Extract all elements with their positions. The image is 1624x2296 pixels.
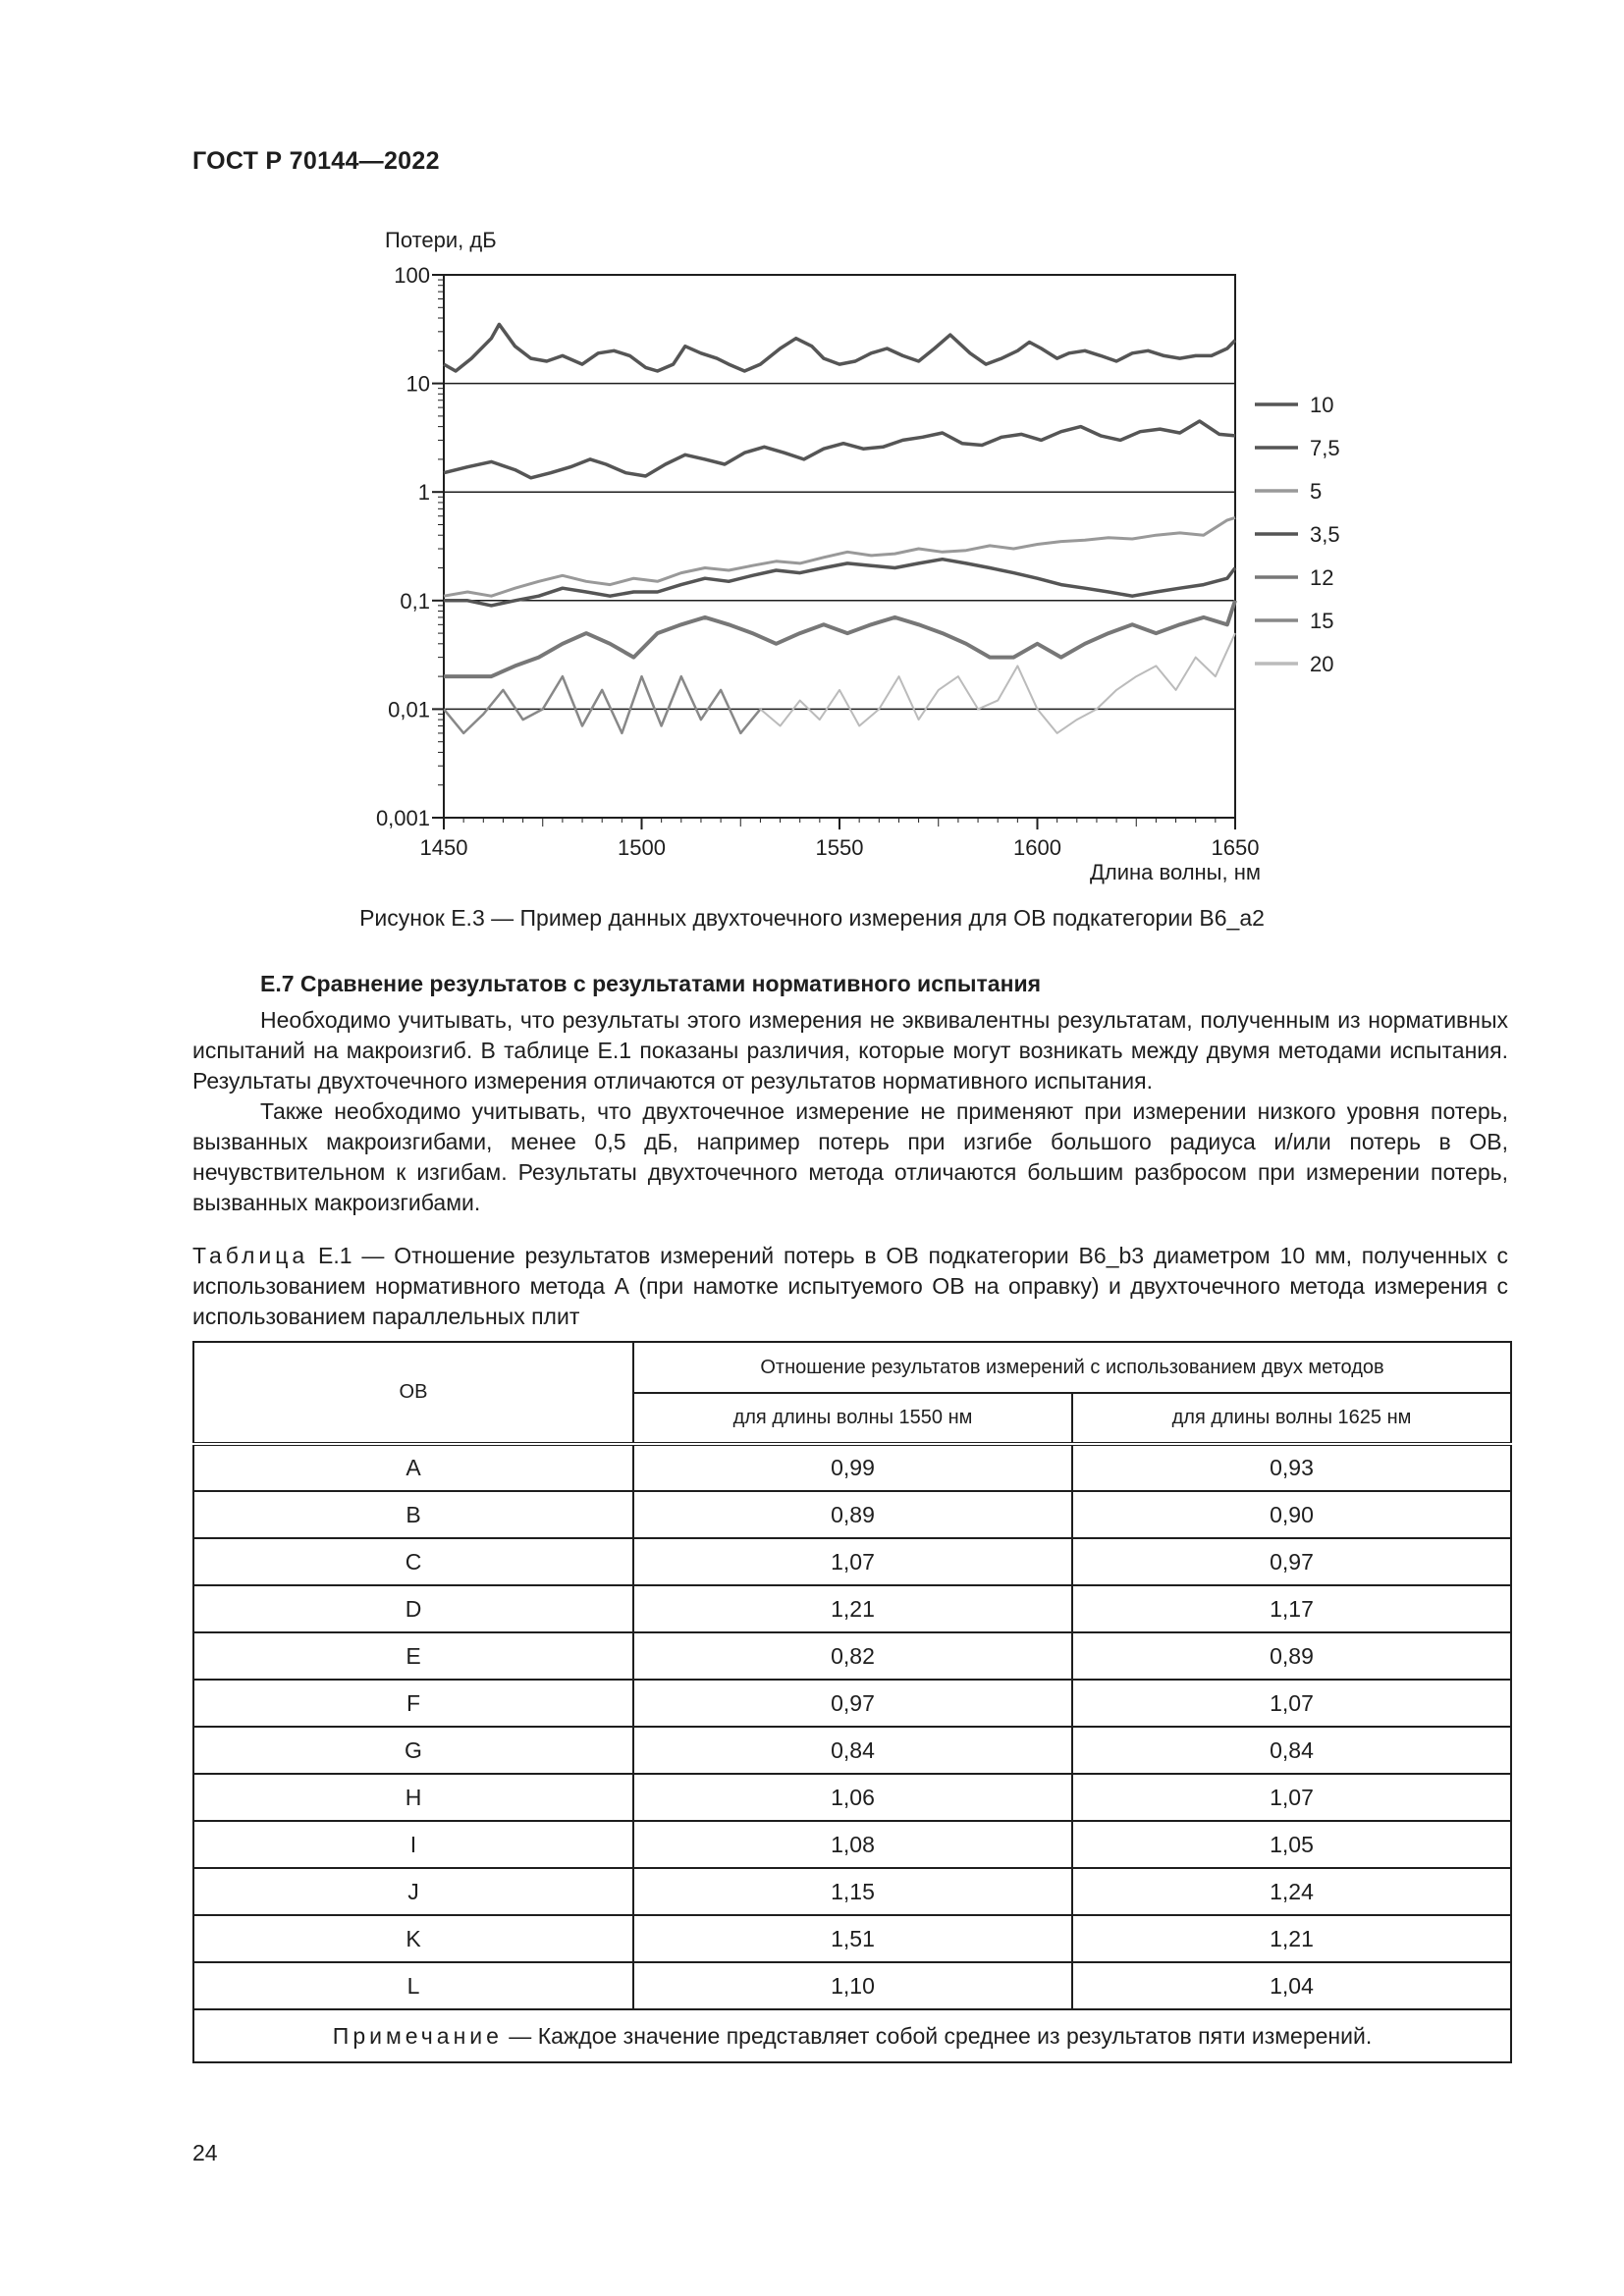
results-table [192,1341,1512,2063]
y-tick-label: 10 [406,371,430,397]
legend-label: 10 [1310,393,1334,417]
table-cell-v1550: 0,89 [633,1491,1072,1538]
table-cell-v1550: 0,84 [633,1727,1072,1774]
table-row [193,1915,1511,1962]
table-note-lead: Примечание [332,2022,503,2049]
table-row [193,1538,1511,1585]
table-note-text: — Каждое значение представляет собой среднее из результатов пяти измерений. [502,2022,1373,2049]
section-heading: Е.7 Сравнение результатов с результатами нормативного испытания [260,971,1042,996]
table-cell-ov: B [193,1491,633,1538]
table-row [193,1727,1511,1774]
table-cell-ov: A [193,1444,633,1491]
table-cell-v1625: 1,17 [1072,1585,1511,1632]
x-tick-label: 1600 [1013,835,1061,860]
table-cell-v1625: 0,90 [1072,1491,1511,1538]
table-row [193,1680,1511,1727]
chart-x-ticks [420,818,1260,860]
chart-legend [1255,393,1340,676]
series-line-1 [444,421,1235,478]
col-header-1550: для длины волны 1550 нм [633,1393,1072,1444]
chart-minor-ticks [438,280,1216,827]
paragraph-2: Также необходимо учитывать, что двухточечное измерение не применяют при измерении низкого уровня потерь, вызванных макроизгибами, менее 0,5 дБ, например потерь при изгибе большого радиуса и/или потерь в ОВ, нечувствительном к изгибам. Результаты двухточечного метода отличаются большим разбросом при измерении потерь, вызванных макроизгибами. [192,1098,1508,1215]
table-caption-text: Е.1 — Отношение результатов измерений потерь в ОВ подкатегории B6_b3 диаметром 10 мм, полученных с использованием нормативного метода А (при намотке испытуемого ОВ на оправку) и двухточечного метода измерения с использованием параллельных плит [192,1243,1508,1329]
table-row [193,1491,1511,1538]
table-cell-ov: K [193,1915,633,1962]
table-cell-ov: I [193,1821,633,1868]
table-cell-ov: G [193,1727,633,1774]
legend-label: 3,5 [1310,522,1340,547]
table-cell-ov: D [193,1585,633,1632]
col-header-ov: ОВ [193,1342,633,1444]
x-tick-label: 1550 [815,835,864,860]
col-header-1625: для длины волны 1625 нм [1072,1393,1511,1444]
chart-ylabel: Потери, дБ [385,228,497,252]
table-cell-v1625: 1,07 [1072,1774,1511,1821]
table-note [193,2009,1511,2062]
chart-y-ticks [376,263,444,830]
y-tick-label: 0,1 [400,588,430,614]
table-cell-ov: F [193,1680,633,1727]
table-cell-v1550: 1,21 [633,1585,1072,1632]
chart-series [444,324,1235,733]
series-line-6 [760,633,1235,733]
table-cell-v1625: 1,05 [1072,1821,1511,1868]
x-tick-label: 1450 [419,835,468,860]
chart-grid [444,384,1235,710]
table-cell-v1625: 1,07 [1072,1680,1511,1727]
table-cell-v1625: 0,93 [1072,1444,1511,1491]
series-line-5 [444,676,760,733]
chart-svg [353,222,1394,889]
table-cell-v1625: 0,97 [1072,1538,1511,1585]
table-body [193,1444,1511,2009]
legend-label: 7,5 [1310,436,1340,460]
y-tick-label: 1 [417,480,430,506]
series-line-0 [444,324,1235,371]
table-row [193,1632,1511,1680]
y-tick-label: 100 [394,263,430,288]
legend-label: 20 [1310,652,1334,676]
legend-label: 5 [1310,479,1323,504]
table-cell-v1625: 1,24 [1072,1868,1511,1915]
table-caption-lead: Таблица [192,1243,309,1268]
table-cell-v1550: 1,10 [633,1962,1072,2009]
y-tick-label: 0,001 [375,806,430,830]
y-tick-label: 0,01 [388,697,430,722]
table-cell-v1625: 0,84 [1072,1727,1511,1774]
table-cell-v1550: 0,99 [633,1444,1072,1491]
table-row [193,1444,1511,1491]
table-cell-ov: E [193,1632,633,1680]
figure-caption: Рисунок Е.3 — Пример данных двухточечного измерения для ОВ подкатегории B6_a2 [359,905,1265,931]
x-tick-label: 1650 [1211,835,1260,860]
legend-label: 15 [1310,609,1334,633]
chart-xlabel: Длина волны, нм [1089,860,1261,884]
document-header: ГОСТ Р 70144—2022 [192,147,440,175]
table-cell-v1550: 1,15 [633,1868,1072,1915]
table-cell-v1550: 1,08 [633,1821,1072,1868]
table-cell-v1625: 1,21 [1072,1915,1511,1962]
x-tick-label: 1500 [618,835,666,860]
table-cell-v1550: 0,97 [633,1680,1072,1727]
col-header-group: Отношение результатов измерений с использованием двух методов [633,1342,1511,1393]
series-line-2 [444,517,1235,596]
table-cell-v1550: 0,82 [633,1632,1072,1680]
legend-label: 12 [1310,565,1334,590]
table-row [193,1868,1511,1915]
table-caption [192,1241,1508,1332]
table-cell-ov: H [193,1774,633,1821]
table-row [193,1821,1511,1868]
table-cell-ov: L [193,1962,633,2009]
series-line-3 [444,560,1235,606]
series-line-4 [444,601,1235,676]
table-cell-v1550: 1,06 [633,1774,1072,1821]
table-cell-ov: C [193,1538,633,1585]
table-cell-v1625: 1,04 [1072,1962,1511,2009]
table-row [193,1774,1511,1821]
table-row [193,1962,1511,2009]
table-cell-v1550: 1,51 [633,1915,1072,1962]
table-cell-v1625: 0,89 [1072,1632,1511,1680]
loss-chart [353,222,1394,889]
table-row [193,1585,1511,1632]
table-cell-v1550: 1,07 [633,1538,1072,1585]
page-number: 24 [192,2140,218,2165]
paragraph-1: Необходимо учитывать, что результаты этого измерения не эквивалентны результатам, полученным из нормативных испытаний на макроизгиб. В таблице Е.1 показаны различия, которые могут возникать между двумя методами испытания. Результаты двухточечного измерения отличаются от результатов нормативного испытания. [192,1007,1508,1094]
table-cell-ov: J [193,1868,633,1915]
